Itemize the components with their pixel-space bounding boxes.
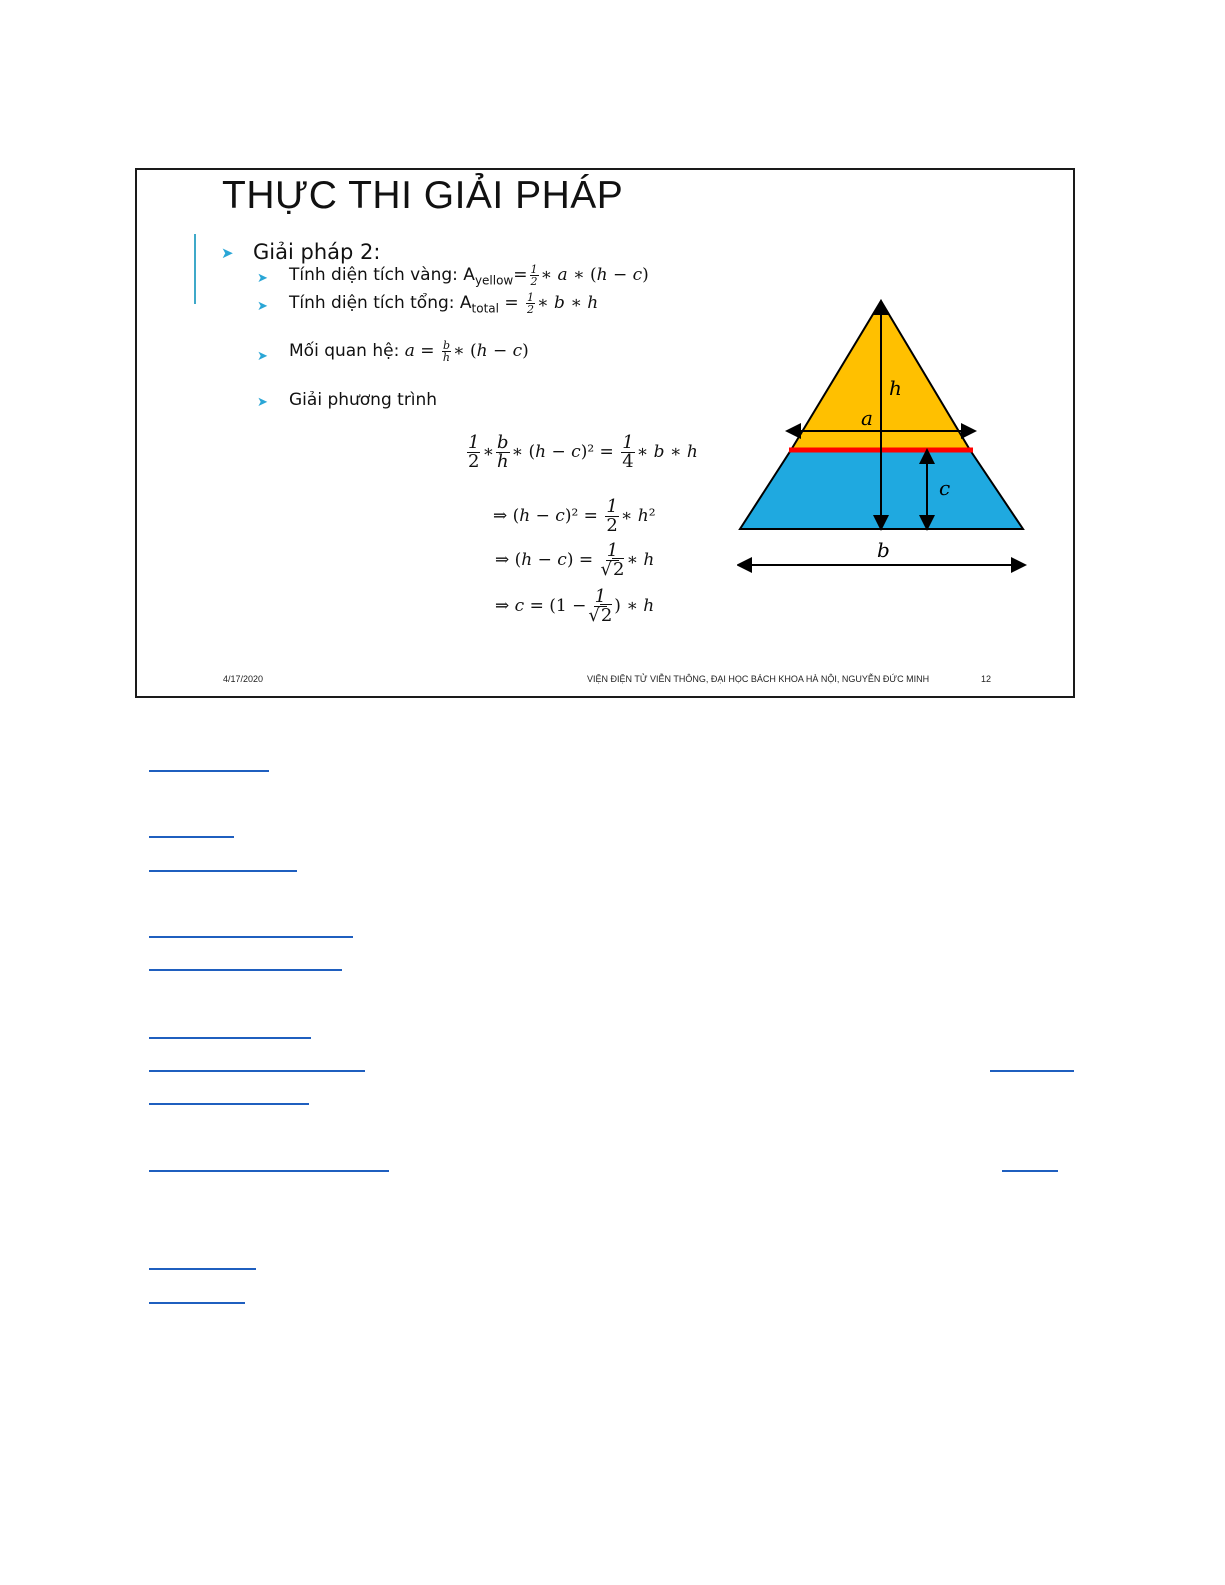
bullet-arrow-icon: ➤ bbox=[257, 298, 268, 313]
equation-step-3: ⇒ c = (1 − $\frac{1}{√2}$ ) ∗ h bbox=[495, 586, 655, 626]
link-underline[interactable] bbox=[149, 969, 342, 971]
equation-step-2: ⇒ (h − c) = $\frac{1}{√2}$ ∗ h bbox=[495, 540, 655, 580]
yellow-area-text: Tính diện tích vàng: A bbox=[289, 265, 475, 285]
link-underline[interactable] bbox=[149, 1170, 389, 1172]
accent-bar bbox=[194, 234, 196, 304]
link-underline[interactable] bbox=[149, 1268, 256, 1270]
link-underline[interactable] bbox=[1002, 1170, 1058, 1172]
relation-text: Mối quan hệ: bbox=[289, 341, 400, 361]
slide-title: THỰC THI GIẢI PHÁP bbox=[222, 174, 624, 217]
solution-label: Giải pháp 2: bbox=[253, 240, 381, 264]
yellow-subscript: yellow bbox=[474, 273, 514, 288]
link-underline[interactable] bbox=[149, 836, 234, 838]
solve-item: Giải phương trình bbox=[289, 390, 438, 410]
link-underline[interactable] bbox=[149, 770, 269, 772]
slide-date: 4/17/2020 bbox=[223, 674, 264, 684]
link-underline[interactable] bbox=[149, 1302, 245, 1304]
slide bbox=[135, 168, 1075, 698]
label-b: b bbox=[877, 538, 890, 562]
bullet-arrow-icon: ➤ bbox=[257, 270, 268, 285]
link-underline[interactable] bbox=[149, 1103, 309, 1105]
label-c: c bbox=[939, 476, 951, 500]
slide-page-number: 12 bbox=[981, 674, 992, 684]
slide-credit: VIỆN ĐIỆN TỬ VIỄN THÔNG, ĐẠI HỌC BÁCH KHOA HÀ NỘI, NGUYỄN ĐỨC MINH bbox=[587, 674, 930, 684]
triangle-diagram bbox=[737, 295, 1037, 580]
total-area-text: Tính diện tích tổng: A bbox=[289, 293, 472, 313]
link-underline[interactable] bbox=[149, 936, 353, 938]
label-a: a bbox=[861, 406, 873, 430]
total-subscript: total bbox=[471, 301, 499, 316]
link-underline[interactable] bbox=[990, 1070, 1074, 1072]
link-underline[interactable] bbox=[149, 870, 297, 872]
total-area-item: Tính diện tích tổng: $A_{total}$ = $\frac{1}{2}$ ∗ b ∗ h bbox=[289, 291, 599, 316]
label-h: h bbox=[889, 376, 902, 400]
equation-step-1: ⇒ (h − c)² = $\frac{1}{2}$ ∗ h² bbox=[493, 496, 656, 536]
relation-item: Mối quan hệ: a = $\frac{b}{h}$ ∗ (h − c) bbox=[289, 339, 529, 364]
bullet-arrow-icon: ➤ bbox=[257, 394, 268, 409]
equation-main: $\frac{1}{2}$ ∗ $\frac{b}{h}$ ∗ (h − c)² = $\frac{1}{4}$ ∗ b ∗ h bbox=[468, 432, 698, 472]
link-underline[interactable] bbox=[149, 1037, 311, 1039]
bullet-arrow-icon: ➤ bbox=[221, 245, 234, 262]
link-underline[interactable] bbox=[149, 1070, 365, 1072]
bullet-arrow-icon: ➤ bbox=[257, 348, 268, 363]
yellow-area-item: Tính diện tích vàng: $A_{yellow}=$ $\frac{1}{2}$ ∗ a ∗ (h − c) bbox=[289, 263, 649, 288]
